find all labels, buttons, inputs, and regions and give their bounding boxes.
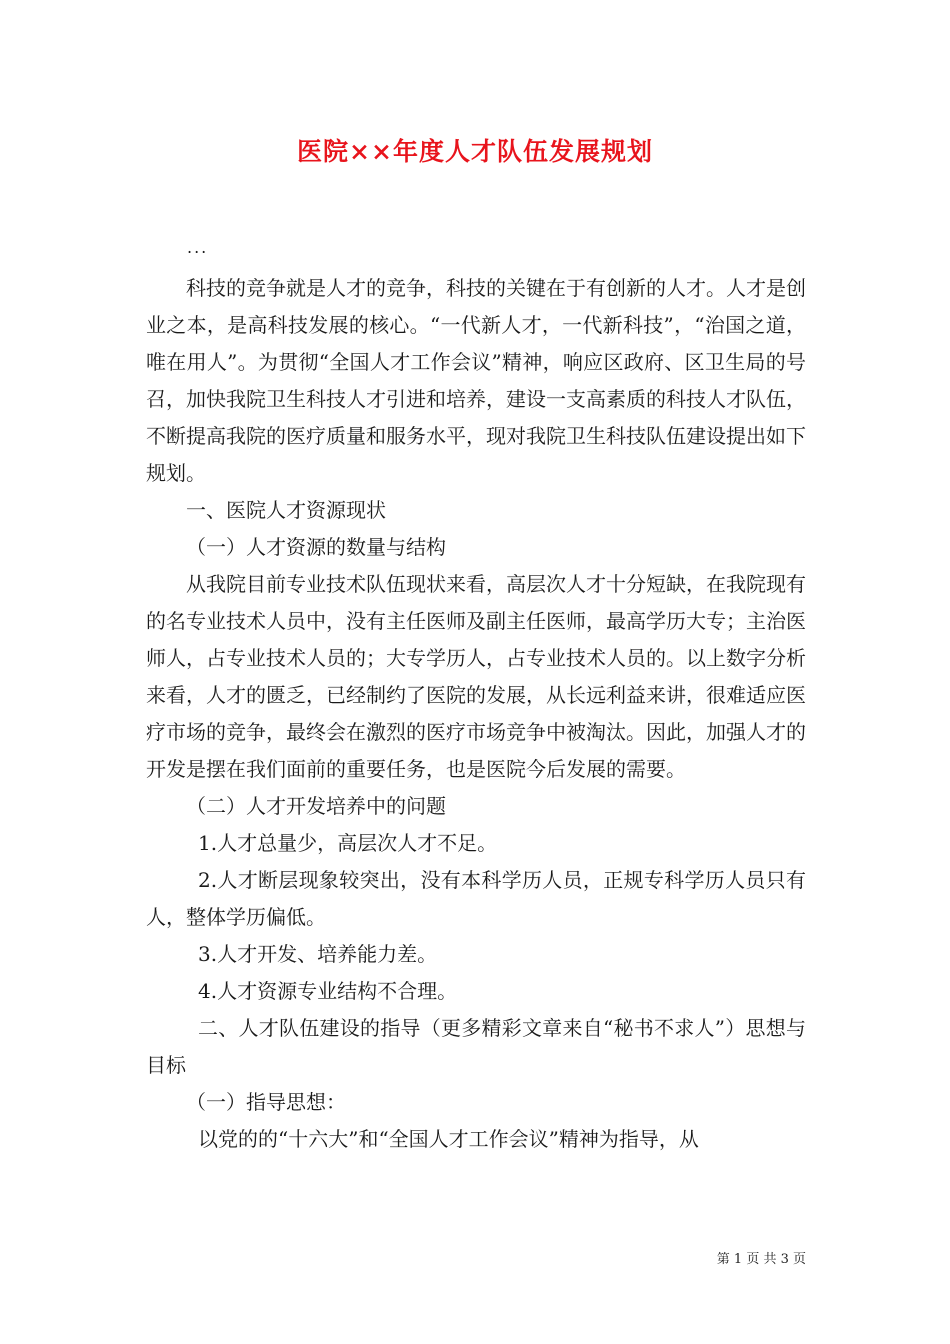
- intro-paragraph: 科技的竞争就是人才的竞争，科技的关键在于有创新的人才。人才是创业之本，是高科技发展的核心。“一代新人才，一代新科技”，“治国之道，唯在用人”。为贯彻“全国人才工作会议”精神，响应区政府、区卫生局的号召，加快我院卫生科技人才引进和培养，建设一支高素质的科技人才队伍，不断提高我院的医疗质量和服务水平，现对我院卫生科技队伍建设提出如下规划。: [146, 276, 806, 485]
- subsection-heading-2-1: （一）指导思想：: [186, 1090, 346, 1114]
- document-body: [146, 270, 806, 1158]
- body-paragraph: 从我院目前专业技术队伍现状来看，高层次人才十分短缺，在我院现有的名专业技术人员中，没有主任医师及副主任医师，最高学历大专；主治医师人，占专业技术人员的；大专学历人，占专业技术人员的。以上数字分析来看，人才的匮乏，已经制约了医院的发展，从长远利益来讲，很难适应医疗市场的竞争，最终会在激烈的医疗市场竞争中被淘汰。因此，加强人才的开发是摆在我们面前的重要任务，也是医院今后发展的需要。: [146, 572, 806, 781]
- list-item: 2.人才断层现象较突出，没有本科学历人员，正规专科学历人员只有人，整体学历偏低。: [146, 868, 806, 929]
- list-item: 4.人才资源专业结构不合理。: [198, 979, 458, 1003]
- page-number: 第 1 页 共 3 页: [716, 1252, 806, 1267]
- list-item: 1.人才总量少，高层次人才不足。: [198, 831, 498, 855]
- list-item: 3.人才开发、培养能力差。: [198, 942, 438, 966]
- section-heading-1: 一、医院人才资源现状: [186, 498, 386, 522]
- subsection-heading-1-1: （一）人才资源的数量与结构: [186, 535, 446, 559]
- section-heading-2: 二、人才队伍建设的指导（更多精彩文章来自“秘书不求人”）思想与目标: [146, 1016, 806, 1077]
- page-title: 医院××年度人才队伍发展规划: [297, 137, 653, 166]
- ellipsis-marker: ...: [187, 238, 209, 257]
- body-paragraph: 以党的的“十六大”和“全国人才工作会议”精神为指导，从: [198, 1127, 699, 1151]
- subsection-heading-1-2: （二）人才开发培养中的问题: [186, 794, 446, 818]
